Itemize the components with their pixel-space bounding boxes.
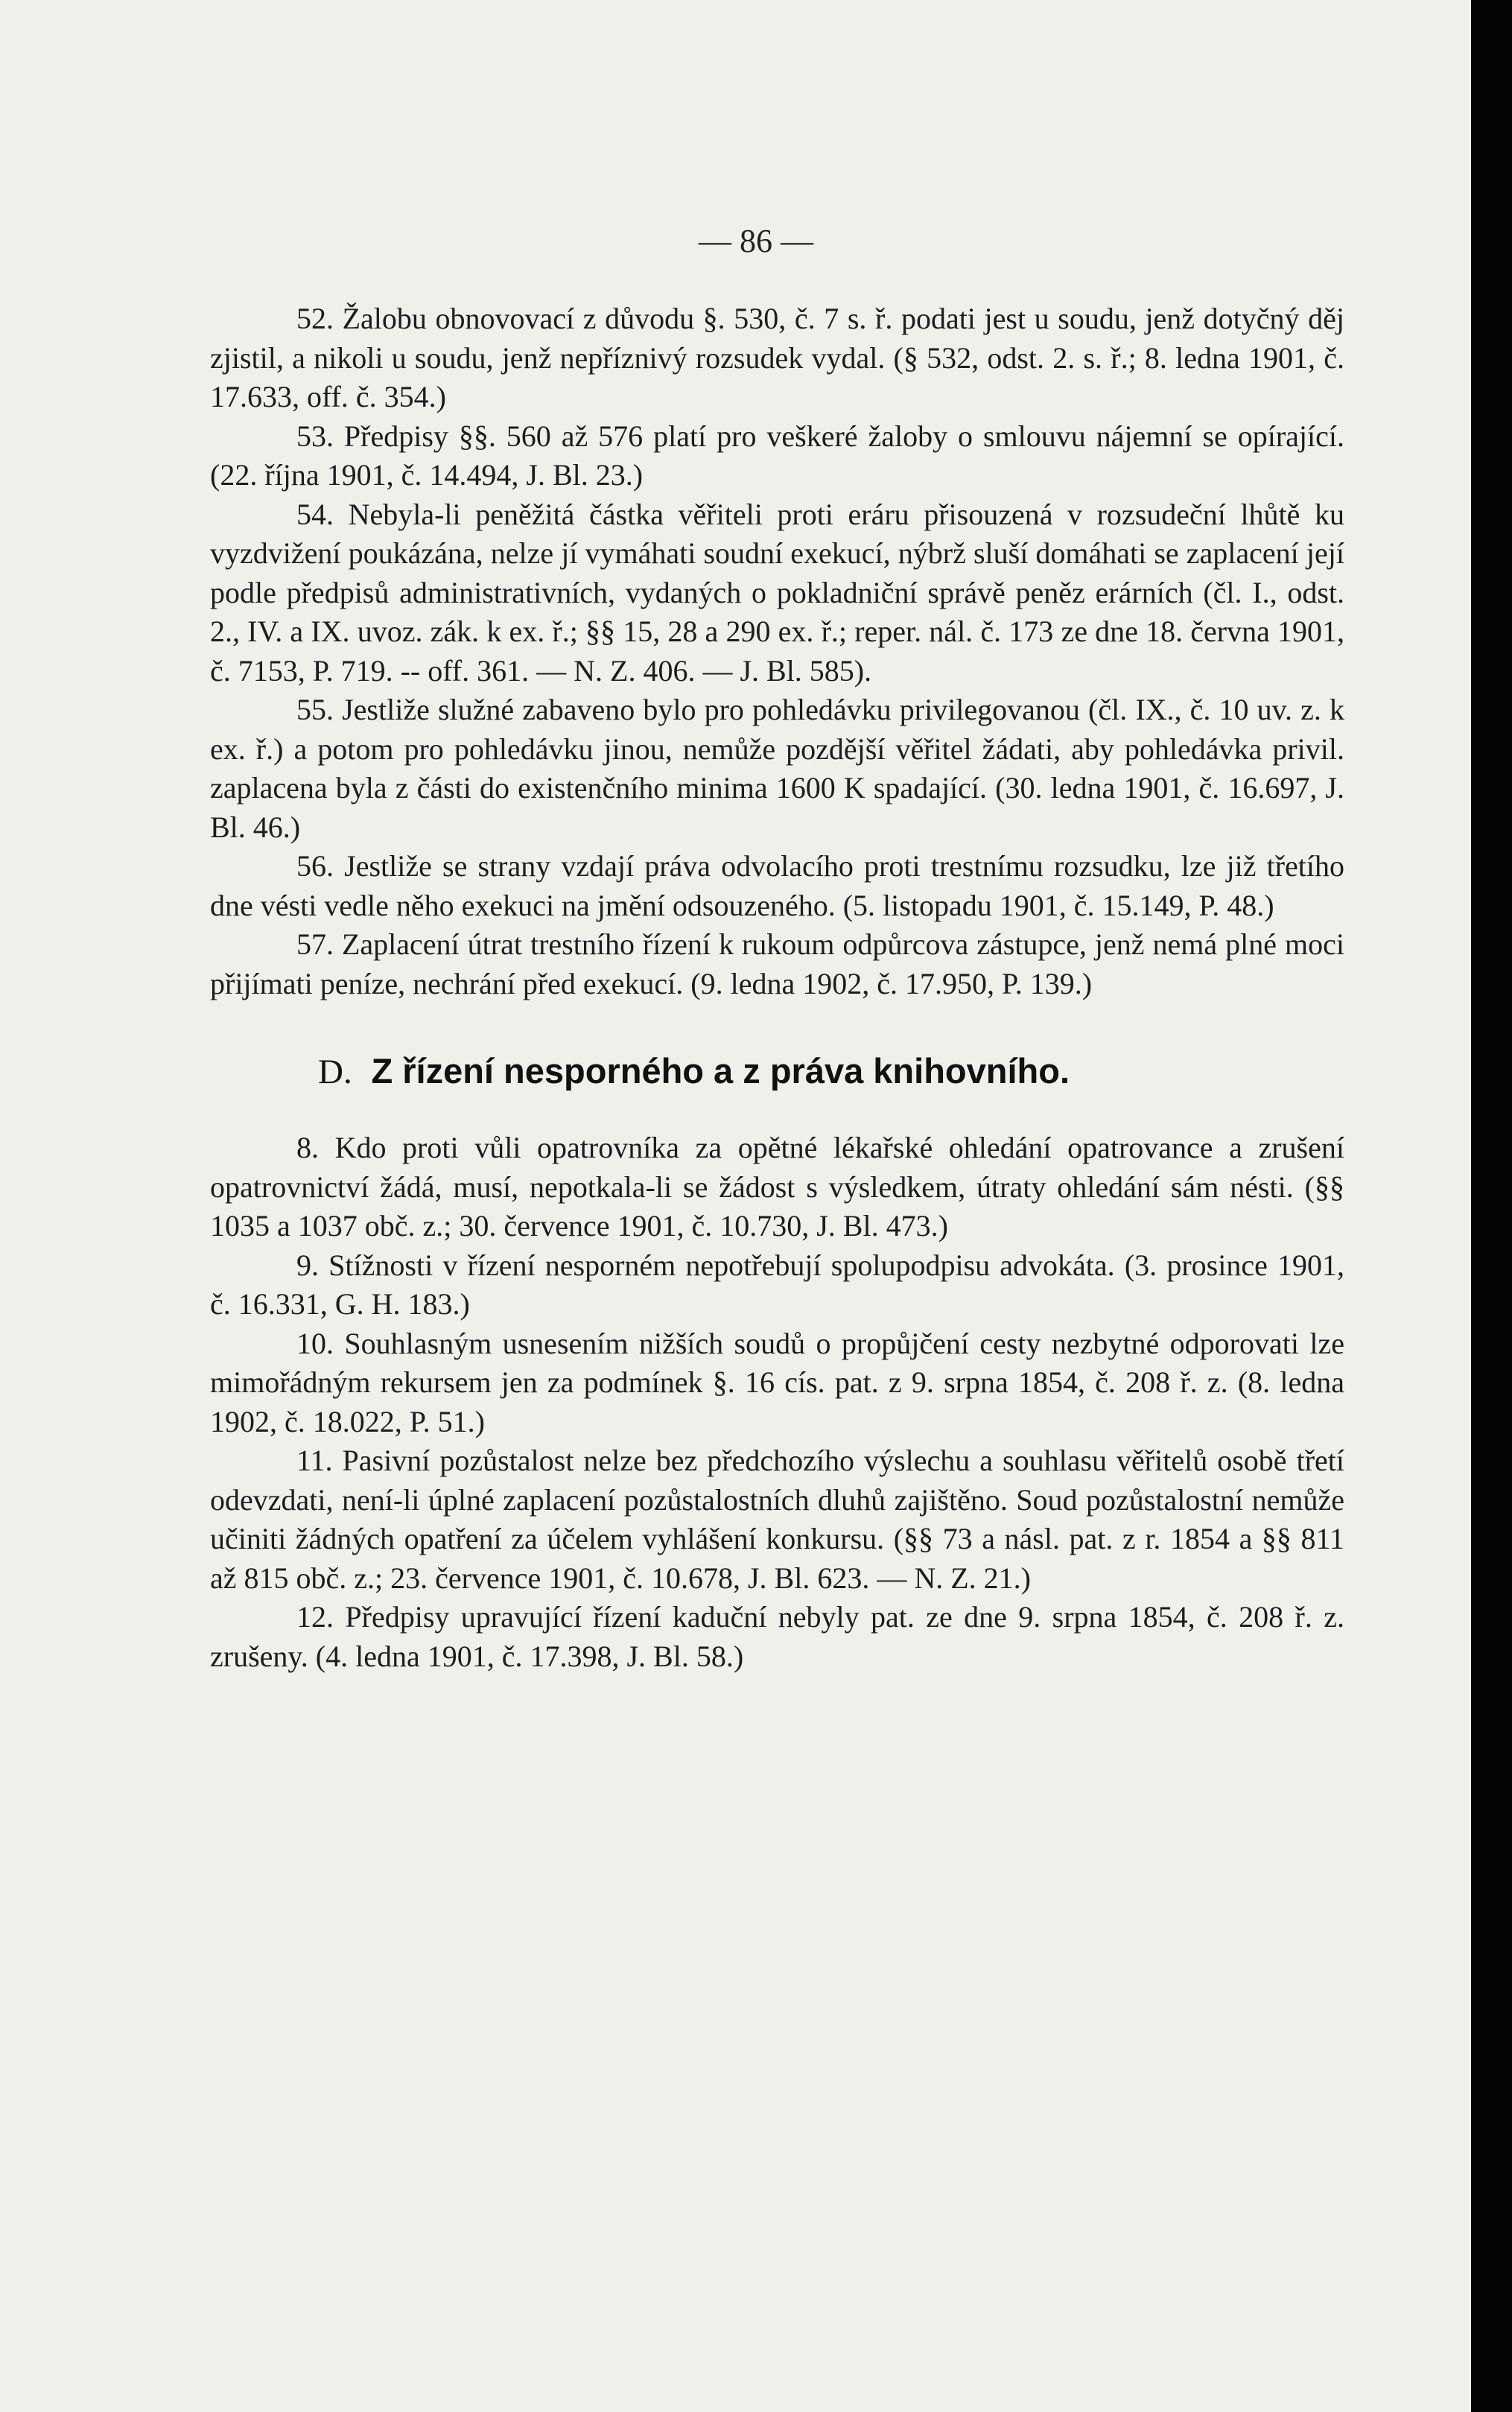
paragraph-57: 57. Zaplacení útrat trestního řízení k rukoum odpůrcova zástupce, jenž nemá plné moci přijímati peníze, nechrání před exekucí. (9. ledna 1902, č. 17.950, P. 139.) xyxy=(210,927,1344,1000)
text-column xyxy=(210,299,1344,1676)
paragraph-12: 12. Předpisy upravující řízení kaduční nebyly pat. ze dne 9. srpna 1854, č. 208 ř. z. zrušeny. (4. ledna 1901, č. 17.398, J. Bl. 58.) xyxy=(210,1600,1344,1673)
paragraph-52: 52. Žalobu obnovovací z důvodu §. 530, č. 7 s. ř. podati jest u soudu, jenž dotyčný děj zjistil, a nikoli u soudu, jenž nepříznivý rozsudek vydal. (§ 532, odst. 2. s. ř.; 8. ledna 1901, č. 17.633, off. č. 354.) xyxy=(210,302,1344,413)
page-number: — 86 — xyxy=(699,223,813,259)
paragraph-53: 53. Předpisy §§. 560 až 576 platí pro veškeré žaloby o smlouvu nájemní se opírající. (22. října 1901, č. 14.494, J. Bl. 23.) xyxy=(210,419,1344,492)
section-title: Z řízení nesporného a z práva knihovního. xyxy=(371,1051,1070,1091)
paragraph-55: 55. Jestliže služné zabaveno bylo pro pohledávku privilegovanou (čl. IX., č. 10 uv. z. k ex. ř.) a potom pro pohledávku jinou, nemůže pozdější věřitel žádati, aby pohledávka privil. zaplacena byla z části do existenčního minima 1600 K spadající. (30. ledna 1901, č. 16.697, J. Bl. 46.) xyxy=(210,693,1344,844)
paragraph-54: 54. Nebyla-li peněžitá částka věřiteli proti eráru přisouzená v rozsudeční lhůtě ku vyzdvižení poukázána, nelze jí vymáhati soudní exekucí, nýbrž sluší domáhati se zaplacení její podle předpisů administrativních, vydaných o pokladniční správě peněz erárních (čl. I., odst. 2., IV. a IX. uvoz. zák. k ex. ř.; §§ 15, 28 a 290 ex. ř.; reper. nál. č. 173 ze dne 18. června 1901, č. 7153, P. 719. -- off. 361. — N. Z. 406. — J. Bl. 585). xyxy=(210,497,1344,688)
paragraph-56: 56. Jestliže se strany vzdají práva odvolacího proti trestnímu rozsudku, lze již třetího dne vésti vedle něho exekuci na jmění odsouzeného. (5. listopadu 1901, č. 15.149, P. 48.) xyxy=(210,849,1344,922)
paragraph-11: 11. Pasivní pozůstalost nelze bez předchozího výslechu a souhlasu věřitelů osobě třetí odevzdati, není-li úplné zaplacení pozůstalostních dluhů zajištěno. Soud pozůstalostní nemůže učiniti žádných opatření za účelem vyhlášení konkursu. (§§ 73 a násl. pat. z r. 1854 a §§ 811 až 815 obč. z.; 23. července 1901, č. 10.678, J. Bl. 623. — N. Z. 21.) xyxy=(210,1444,1344,1595)
paragraph-9: 9. Stížnosti v řízení nesporném nepotřebují spolupodpisu advokáta. (3. prosince 1901, č. 16.331, G. H. 183.) xyxy=(210,1248,1344,1321)
section-heading xyxy=(210,1050,1344,1093)
paragraph-8: 8. Kdo proti vůli opatrovníka za opětné lékařské ohledání opatrovance a zrušení opatrovnictví žádá, musí, nepotkala-li se žádost s výsledkem, útraty ohledání sám nésti. (§§ 1035 a 1037 obč. z.; 30. července 1901, č. 10.730, J. Bl. 473.) xyxy=(210,1131,1344,1243)
section-letter: D. xyxy=(318,1053,352,1091)
paragraph-10: 10. Souhlasným usnesením nižších soudů o propůjčení cesty nezbytné odporovati lze mimořádným rekursem jen za podmínek §. 16 cís. pat. z 9. srpna 1854, č. 208 ř. z. (8. ledna 1902, č. 18.022, P. 51.) xyxy=(210,1326,1344,1438)
